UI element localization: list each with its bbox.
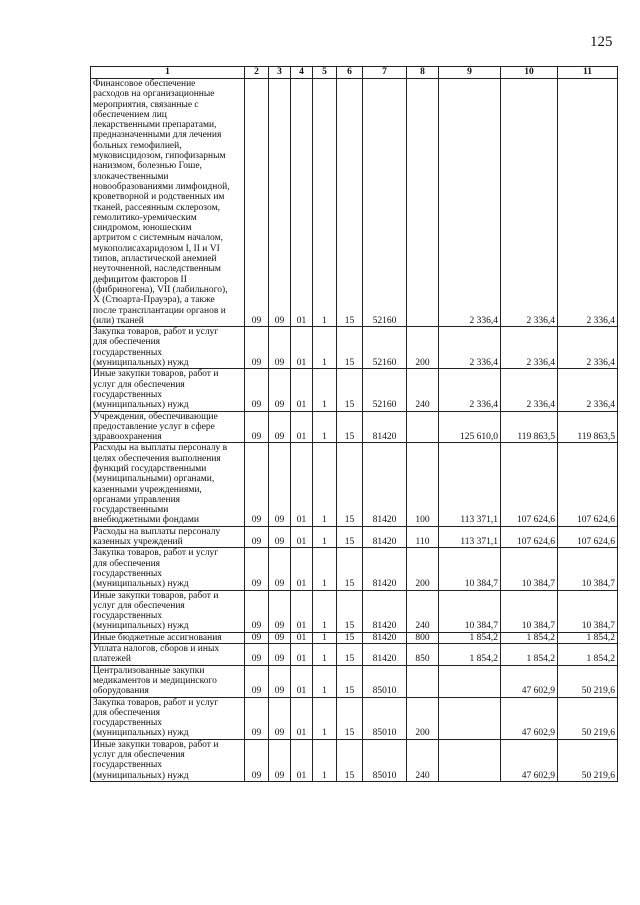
row-name-line: кроветворной и родственных им xyxy=(93,192,225,203)
row-name-line: Уплата налогов, сборов и иных xyxy=(93,644,220,655)
cell-c7: 81420 xyxy=(363,644,407,666)
row-name-line: мукополисахаридозом I, II и VI xyxy=(93,243,220,254)
cell-c5: 1 xyxy=(313,665,337,697)
cell-c5: 1 xyxy=(313,369,337,411)
cell-c8: 850 xyxy=(407,644,439,666)
row-name-line: услуг для обеспечения xyxy=(93,600,185,611)
cell-c4: 01 xyxy=(291,632,313,643)
cell-c8: 100 xyxy=(407,443,439,526)
cell-c11: 119 863,5 xyxy=(558,411,618,443)
cell-c2: 09 xyxy=(245,644,269,666)
cell-c10: 2 336,4 xyxy=(501,79,558,327)
column-header: 2 xyxy=(245,67,269,79)
row-name-line: (муниципальными) органами, xyxy=(93,474,215,485)
column-header: 5 xyxy=(313,67,337,79)
cell-c2: 09 xyxy=(245,369,269,411)
row-name-line: целях обеспечения выполнения xyxy=(93,453,221,464)
cell-c4: 01 xyxy=(291,548,313,590)
cell-c4: 01 xyxy=(291,369,313,411)
cell-c7: 81420 xyxy=(363,526,407,548)
row-name-line: мероприятия, связанные с xyxy=(93,99,199,110)
cell-c11: 50 219,6 xyxy=(558,697,618,739)
cell-c6: 15 xyxy=(337,632,363,643)
cell-c5: 1 xyxy=(313,697,337,739)
row-name-line: (или) тканей xyxy=(93,315,144,326)
row-name-line: нанизмом, болезнью Гоше, xyxy=(93,161,202,172)
cell-c8 xyxy=(407,665,439,697)
cell-c10: 47 602,9 xyxy=(501,739,558,781)
cell-c5: 1 xyxy=(313,590,337,632)
table-row xyxy=(91,548,618,590)
cell-c7: 52160 xyxy=(363,327,407,369)
table-row xyxy=(91,590,618,632)
cell-c8 xyxy=(407,79,439,327)
row-name-line: для обеспечения xyxy=(93,558,161,569)
row-name-line: X (Стюарта-Прауэра), а также xyxy=(93,295,215,306)
row-name-line: предназначенными для лечения xyxy=(93,130,222,141)
cell-c10: 2 336,4 xyxy=(501,327,558,369)
row-name-line: государственных xyxy=(93,760,163,771)
cell-c6: 15 xyxy=(337,526,363,548)
column-header: 10 xyxy=(501,67,558,79)
row-name-line: злокачественными xyxy=(93,171,169,182)
cell-c7: 85010 xyxy=(363,697,407,739)
cell-c11: 50 219,6 xyxy=(558,665,618,697)
cell-c6: 15 xyxy=(337,79,363,327)
row-name-line: услуг для обеспечения xyxy=(93,379,185,390)
row-name-line: муковисцидозом, гипофизарным xyxy=(93,151,226,162)
cell-c8: 110 xyxy=(407,526,439,548)
cell-c10: 107 624,6 xyxy=(501,526,558,548)
cell-c3: 09 xyxy=(269,632,291,643)
row-name-line: государственными xyxy=(93,505,169,516)
cell-c6: 15 xyxy=(337,443,363,526)
table-row xyxy=(91,443,618,526)
cell-c9: 1 854,2 xyxy=(439,632,501,643)
row-name-line: после трансплантации органов и xyxy=(93,305,226,316)
cell-c5: 1 xyxy=(313,739,337,781)
cell-c9: 113 371,1 xyxy=(439,443,501,526)
row-name-line: Иные закупки товаров, работ и xyxy=(93,590,219,601)
cell-c9 xyxy=(439,665,501,697)
cell-c2: 09 xyxy=(245,411,269,443)
header-row xyxy=(91,67,618,79)
row-name-line: (муниципальных) нужд xyxy=(93,579,189,590)
cell-c10: 10 384,7 xyxy=(501,548,558,590)
cell-c9: 2 336,4 xyxy=(439,79,501,327)
row-name-line: Расходы на выплаты персоналу в xyxy=(93,443,228,454)
cell-c5: 1 xyxy=(313,443,337,526)
row-name-line: казенными учреждениями, xyxy=(93,484,202,495)
table-row xyxy=(91,665,618,697)
cell-c5: 1 xyxy=(313,632,337,643)
cell-c8 xyxy=(407,411,439,443)
cell-c7: 52160 xyxy=(363,369,407,411)
cell-c7: 81420 xyxy=(363,411,407,443)
cell-c9: 10 384,7 xyxy=(439,548,501,590)
row-name-line: Учреждения, обеспечивающие xyxy=(93,411,218,422)
cell-c2: 09 xyxy=(245,665,269,697)
cell-c11: 50 219,6 xyxy=(558,739,618,781)
cell-c4: 01 xyxy=(291,526,313,548)
row-name xyxy=(91,697,245,739)
cell-c7: 81420 xyxy=(363,443,407,526)
cell-c2: 09 xyxy=(245,697,269,739)
row-name-line: Финансовое обеспечение xyxy=(93,79,196,89)
cell-c7: 81420 xyxy=(363,548,407,590)
row-name-line: государственных xyxy=(93,347,163,358)
cell-c9: 2 336,4 xyxy=(439,369,501,411)
row-name xyxy=(91,590,245,632)
row-name-line: (муниципальных) нужд xyxy=(93,770,189,781)
row-name-line: государственных xyxy=(93,568,163,579)
cell-c10: 1 854,2 xyxy=(501,632,558,643)
cell-c2: 09 xyxy=(245,548,269,590)
cell-c7: 85010 xyxy=(363,665,407,697)
row-name-line: казенных учреждений xyxy=(93,537,183,548)
table-row xyxy=(91,739,618,781)
row-name-line: Иные закупки товаров, работ и xyxy=(93,739,219,750)
cell-c9: 125 610,0 xyxy=(439,411,501,443)
row-name xyxy=(91,443,245,526)
column-header: 4 xyxy=(291,67,313,79)
row-name-line: Закупка товаров, работ и услуг xyxy=(93,548,219,559)
cell-c4: 01 xyxy=(291,697,313,739)
row-name-line: артритом с системным началом, xyxy=(93,233,223,244)
cell-c2: 09 xyxy=(245,79,269,327)
row-name-line: органами управления xyxy=(93,494,181,505)
row-name-line: гемолитико-уремическим xyxy=(93,212,197,223)
row-name-line: предоставление услуг в сфере xyxy=(93,421,215,432)
row-name xyxy=(91,644,245,666)
cell-c3: 09 xyxy=(269,644,291,666)
budget-table xyxy=(90,66,618,782)
column-header: 1 xyxy=(91,67,245,79)
page-number: 125 xyxy=(590,34,613,50)
cell-c11: 10 384,7 xyxy=(558,590,618,632)
cell-c8: 240 xyxy=(407,590,439,632)
row-name-line: государственных xyxy=(93,611,163,622)
cell-c6: 15 xyxy=(337,327,363,369)
cell-c6: 15 xyxy=(337,369,363,411)
cell-c6: 15 xyxy=(337,697,363,739)
cell-c2: 09 xyxy=(245,526,269,548)
cell-c3: 09 xyxy=(269,548,291,590)
cell-c9 xyxy=(439,739,501,781)
column-header: 3 xyxy=(269,67,291,79)
table-row xyxy=(91,526,618,548)
cell-c10: 10 384,7 xyxy=(501,590,558,632)
cell-c9: 1 854,2 xyxy=(439,644,501,666)
cell-c11: 2 336,4 xyxy=(558,327,618,369)
cell-c3: 09 xyxy=(269,79,291,327)
cell-c8: 200 xyxy=(407,548,439,590)
cell-c7: 81420 xyxy=(363,590,407,632)
table-row xyxy=(91,697,618,739)
table-row xyxy=(91,327,618,369)
cell-c10: 2 336,4 xyxy=(501,369,558,411)
column-header: 8 xyxy=(407,67,439,79)
row-name-line: тканей, рассеянным склерозом, xyxy=(93,202,220,213)
cell-c4: 01 xyxy=(291,739,313,781)
cell-c6: 15 xyxy=(337,590,363,632)
row-name-line: (муниципальных) нужд xyxy=(93,400,189,411)
cell-c8: 200 xyxy=(407,697,439,739)
cell-c10: 107 624,6 xyxy=(501,443,558,526)
row-name-line: (муниципальных) нужд xyxy=(93,358,189,369)
cell-c9: 2 336,4 xyxy=(439,327,501,369)
cell-c3: 09 xyxy=(269,739,291,781)
cell-c9: 113 371,1 xyxy=(439,526,501,548)
cell-c8: 200 xyxy=(407,327,439,369)
row-name xyxy=(91,327,245,369)
cell-c4: 01 xyxy=(291,590,313,632)
cell-c4: 01 xyxy=(291,411,313,443)
cell-c8: 240 xyxy=(407,739,439,781)
row-name xyxy=(91,411,245,443)
cell-c11: 2 336,4 xyxy=(558,79,618,327)
cell-c3: 09 xyxy=(269,443,291,526)
cell-c7: 85010 xyxy=(363,739,407,781)
cell-c2: 09 xyxy=(245,327,269,369)
cell-c8: 800 xyxy=(407,632,439,643)
cell-c10: 1 854,2 xyxy=(501,644,558,666)
cell-c10: 47 602,9 xyxy=(501,697,558,739)
cell-c6: 15 xyxy=(337,548,363,590)
cell-c6: 15 xyxy=(337,644,363,666)
column-header: 11 xyxy=(558,67,618,79)
table-row xyxy=(91,644,618,666)
row-name-line: внебюджетными фондами xyxy=(93,515,199,526)
cell-c10: 47 602,9 xyxy=(501,665,558,697)
cell-c6: 15 xyxy=(337,665,363,697)
cell-c2: 09 xyxy=(245,739,269,781)
cell-c2: 09 xyxy=(245,443,269,526)
row-name-line: государственных xyxy=(93,718,163,729)
row-name-line: Централизованные закупки xyxy=(93,665,205,676)
cell-c11: 1 854,2 xyxy=(558,644,618,666)
row-name-line: неуточненной, наследственным xyxy=(93,264,221,275)
row-name-line: функций государственными xyxy=(93,463,207,474)
cell-c3: 09 xyxy=(269,697,291,739)
row-name-line: (муниципальных) нужд xyxy=(93,728,189,739)
table-row xyxy=(91,79,618,327)
table-row xyxy=(91,411,618,443)
cell-c8: 240 xyxy=(407,369,439,411)
cell-c2: 09 xyxy=(245,632,269,643)
row-name xyxy=(91,79,245,327)
cell-c4: 01 xyxy=(291,443,313,526)
row-name-line: синдромом, юношеским xyxy=(93,223,192,234)
column-header: 7 xyxy=(363,67,407,79)
cell-c7: 81420 xyxy=(363,632,407,643)
cell-c3: 09 xyxy=(269,590,291,632)
cell-c9 xyxy=(439,697,501,739)
row-name xyxy=(91,548,245,590)
cell-c5: 1 xyxy=(313,548,337,590)
cell-c7: 52160 xyxy=(363,79,407,327)
cell-c9: 10 384,7 xyxy=(439,590,501,632)
cell-c2: 09 xyxy=(245,590,269,632)
cell-c4: 01 xyxy=(291,327,313,369)
cell-c11: 10 384,7 xyxy=(558,548,618,590)
row-name-line: Расходы на выплаты персоналу xyxy=(93,526,221,537)
row-name-line: (муниципальных) нужд xyxy=(93,621,189,632)
row-name-line: здравоохранения xyxy=(93,432,162,443)
cell-c5: 1 xyxy=(313,644,337,666)
cell-c11: 107 624,6 xyxy=(558,526,618,548)
row-name-line: больных гемофилией, xyxy=(93,140,182,151)
cell-c11: 107 624,6 xyxy=(558,443,618,526)
row-name-line: оборудования xyxy=(93,686,149,697)
row-name-line: типов, апластической анемией xyxy=(93,254,217,265)
row-name xyxy=(91,665,245,697)
cell-c10: 119 863,5 xyxy=(501,411,558,443)
cell-c3: 09 xyxy=(269,526,291,548)
row-name-line: лекарственными препаратами, xyxy=(93,120,217,131)
row-name-line: расходов на организационные xyxy=(93,89,215,100)
cell-c11: 2 336,4 xyxy=(558,369,618,411)
cell-c3: 09 xyxy=(269,369,291,411)
row-name xyxy=(91,739,245,781)
column-header: 6 xyxy=(337,67,363,79)
row-name-line: для обеспечения xyxy=(93,337,161,348)
row-name-line: Иные бюджетные ассигнования xyxy=(93,632,222,643)
table-row xyxy=(91,369,618,411)
cell-c3: 09 xyxy=(269,327,291,369)
cell-c5: 1 xyxy=(313,526,337,548)
cell-c4: 01 xyxy=(291,644,313,666)
row-name-line: Закупка товаров, работ и услуг xyxy=(93,327,219,338)
row-name-line: обеспечением лиц xyxy=(93,109,167,120)
row-name-line: новообразованиями лимфоидной, xyxy=(93,181,230,192)
row-name-line: дефицитом факторов II xyxy=(93,274,187,285)
column-header: 9 xyxy=(439,67,501,79)
row-name-line: для обеспечения xyxy=(93,707,161,718)
row-name xyxy=(91,632,245,643)
cell-c3: 09 xyxy=(269,665,291,697)
cell-c4: 01 xyxy=(291,79,313,327)
cell-c5: 1 xyxy=(313,411,337,443)
row-name-line: государственных xyxy=(93,389,163,400)
row-name-line: Иные закупки товаров, работ и xyxy=(93,369,219,380)
cell-c4: 01 xyxy=(291,665,313,697)
cell-c11: 1 854,2 xyxy=(558,632,618,643)
cell-c5: 1 xyxy=(313,327,337,369)
cell-c5: 1 xyxy=(313,79,337,327)
cell-c6: 15 xyxy=(337,411,363,443)
cell-c3: 09 xyxy=(269,411,291,443)
row-name-line: медикаментов и медицинского xyxy=(93,675,217,686)
row-name-line: Закупка товаров, работ и услуг xyxy=(93,697,219,708)
row-name xyxy=(91,526,245,548)
cell-c6: 15 xyxy=(337,739,363,781)
row-name-line: (фибриногена), VII (лабильного), xyxy=(93,284,228,295)
row-name-line: услуг для обеспечения xyxy=(93,750,185,760)
table-row xyxy=(91,632,618,643)
row-name-line: платежей xyxy=(93,654,131,665)
row-name xyxy=(91,369,245,411)
